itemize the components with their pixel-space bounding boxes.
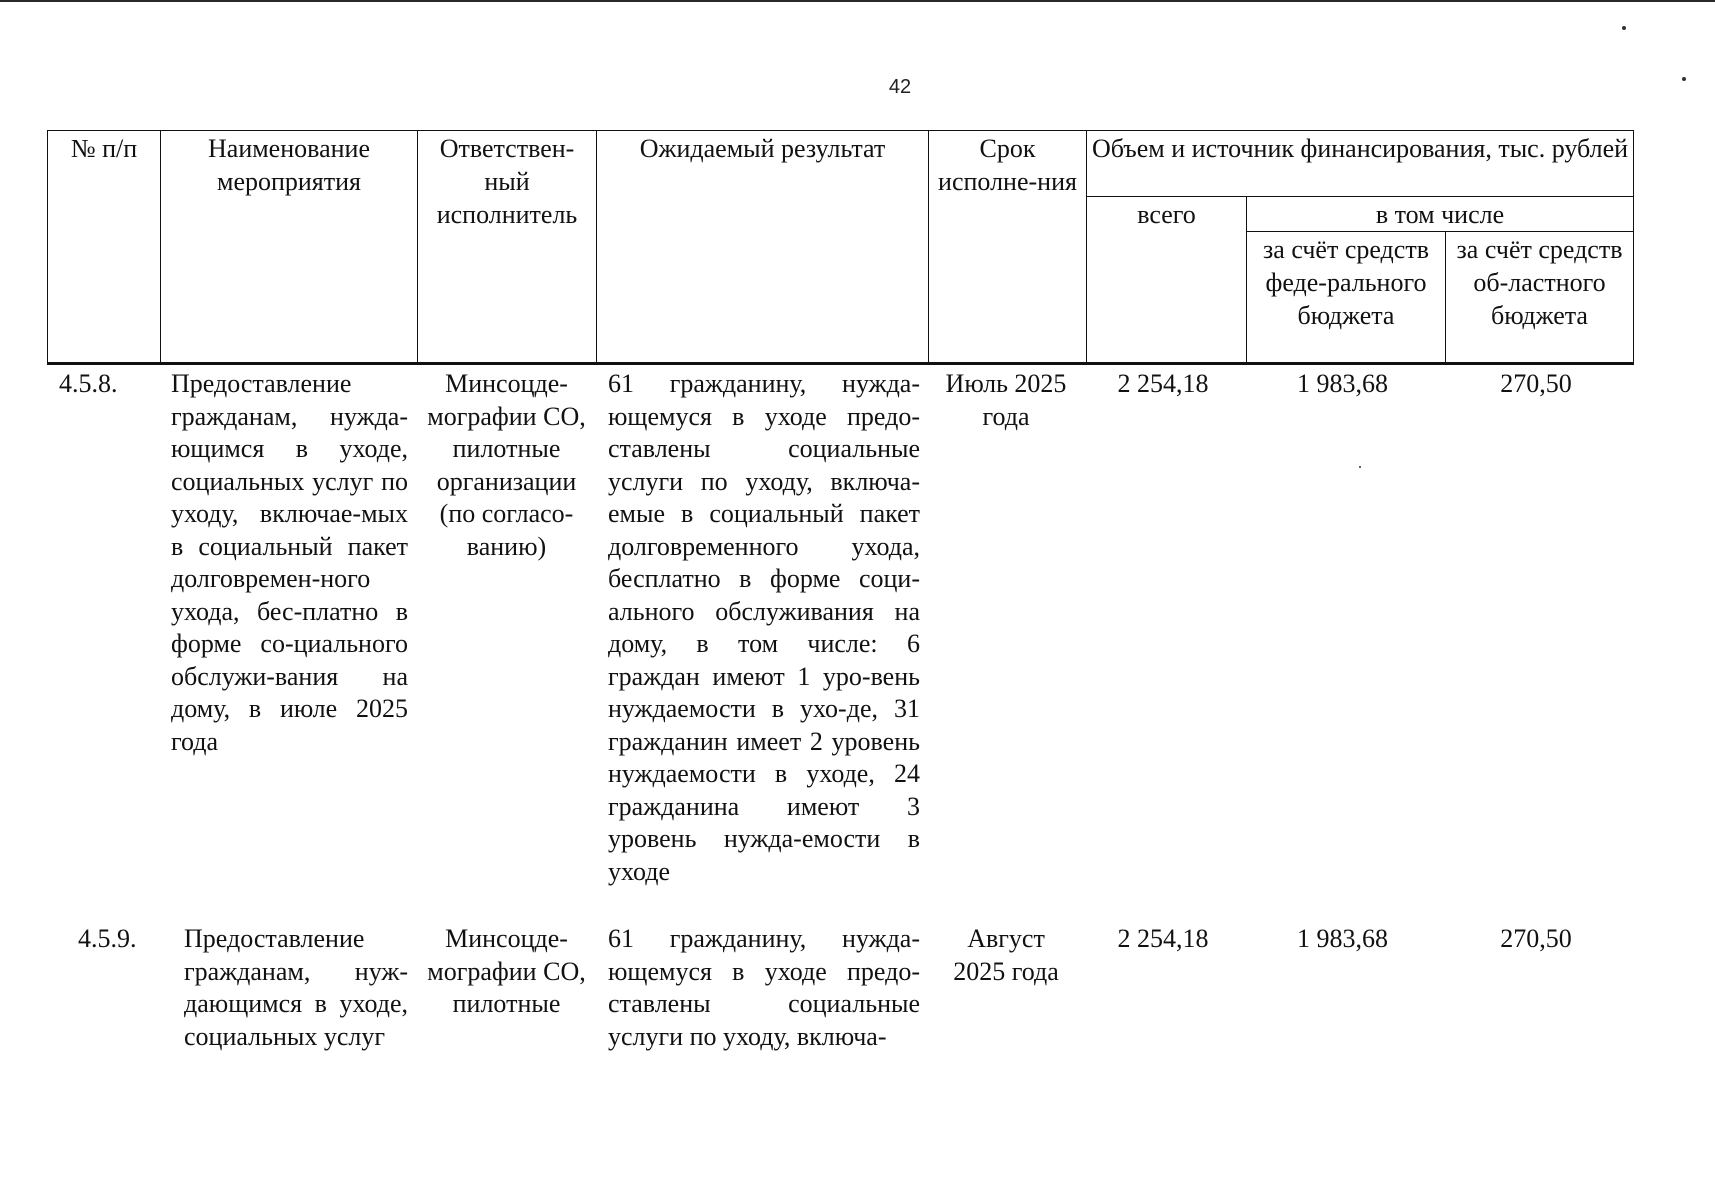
header-num: № п/п bbox=[48, 131, 161, 364]
row-federal: 1 983,68 bbox=[1297, 924, 1388, 953]
row-federal: 1 983,68 bbox=[1297, 369, 1388, 398]
header-name: Наименование мероприятия bbox=[161, 131, 418, 364]
row-result: 61 гражданину, нужда-ющемуся в уходе предо-ставлены социальные услуги по уходу, включа- bbox=[608, 924, 920, 1051]
page-number: 42 bbox=[888, 76, 912, 98]
row-term: Июль 2025 года bbox=[945, 369, 1067, 431]
row-regional: 270,50 bbox=[1500, 924, 1572, 953]
row-regional: 270,50 bbox=[1500, 369, 1572, 398]
row-responsible: Минсоцде-мографии СО, пилотные организации (по согласо-ванию) bbox=[427, 369, 586, 561]
row-total: 2 254,18 bbox=[1117, 369, 1209, 398]
row-number: 4.5.9. bbox=[78, 924, 137, 953]
scan-speck bbox=[1622, 26, 1626, 30]
row-result: 61 гражданину, нужда-ющемуся в уходе предо-ставлены социальные услуги по уходу, включа-емые в социальный пакет долговременного ухода, бесплатно в форме соци-ального обслуживания на дому, в том числе: 6 граждан имеют 1 уро-вень нуждаемости в ухо-де, 31 гражданин имеет 2 уровень нуждаемости в уходе, 24 гражданина имеют 3 уровень нужда-емости в уходе bbox=[608, 369, 920, 886]
page-top-rule bbox=[0, 0, 1715, 2]
header-total: всего bbox=[1087, 197, 1247, 364]
row-total: 2 254,18 bbox=[1117, 924, 1209, 953]
header-including: в том числе bbox=[1247, 197, 1634, 232]
row-term: Август 2025 года bbox=[953, 924, 1059, 986]
row-name: Предоставление гражданам, нуж-дающимся в уходе, социальных услуг bbox=[184, 924, 408, 1051]
row-number: 4.5.8. bbox=[59, 369, 118, 398]
row-name: Предоставление гражданам, нужда-ющимся в уходе, социальных услуг по уходу, включае-мых в социальный пакет долговремен-ного ухода, бес-платно в форме со-циального обслужи-вания на дому, в июле 2025 года bbox=[171, 369, 408, 756]
header-federal: за счёт средств феде-рального бюджета bbox=[1247, 232, 1446, 364]
header-result: Ожидаемый результат bbox=[597, 131, 929, 364]
row-responsible: Минсоцде-мографии СО, пилотные bbox=[427, 924, 586, 1018]
header-finance: Объем и источник финансирования, тыс. рублей bbox=[1087, 131, 1634, 197]
header-responsible: Ответствен-ный исполнитель bbox=[418, 131, 597, 364]
scan-speck bbox=[1359, 466, 1361, 468]
header-regional: за счёт средств об-ластного бюджета bbox=[1446, 232, 1634, 364]
header-term: Срок исполне-ния bbox=[929, 131, 1087, 364]
table-header bbox=[47, 130, 1634, 365]
scan-speck bbox=[1682, 77, 1686, 81]
